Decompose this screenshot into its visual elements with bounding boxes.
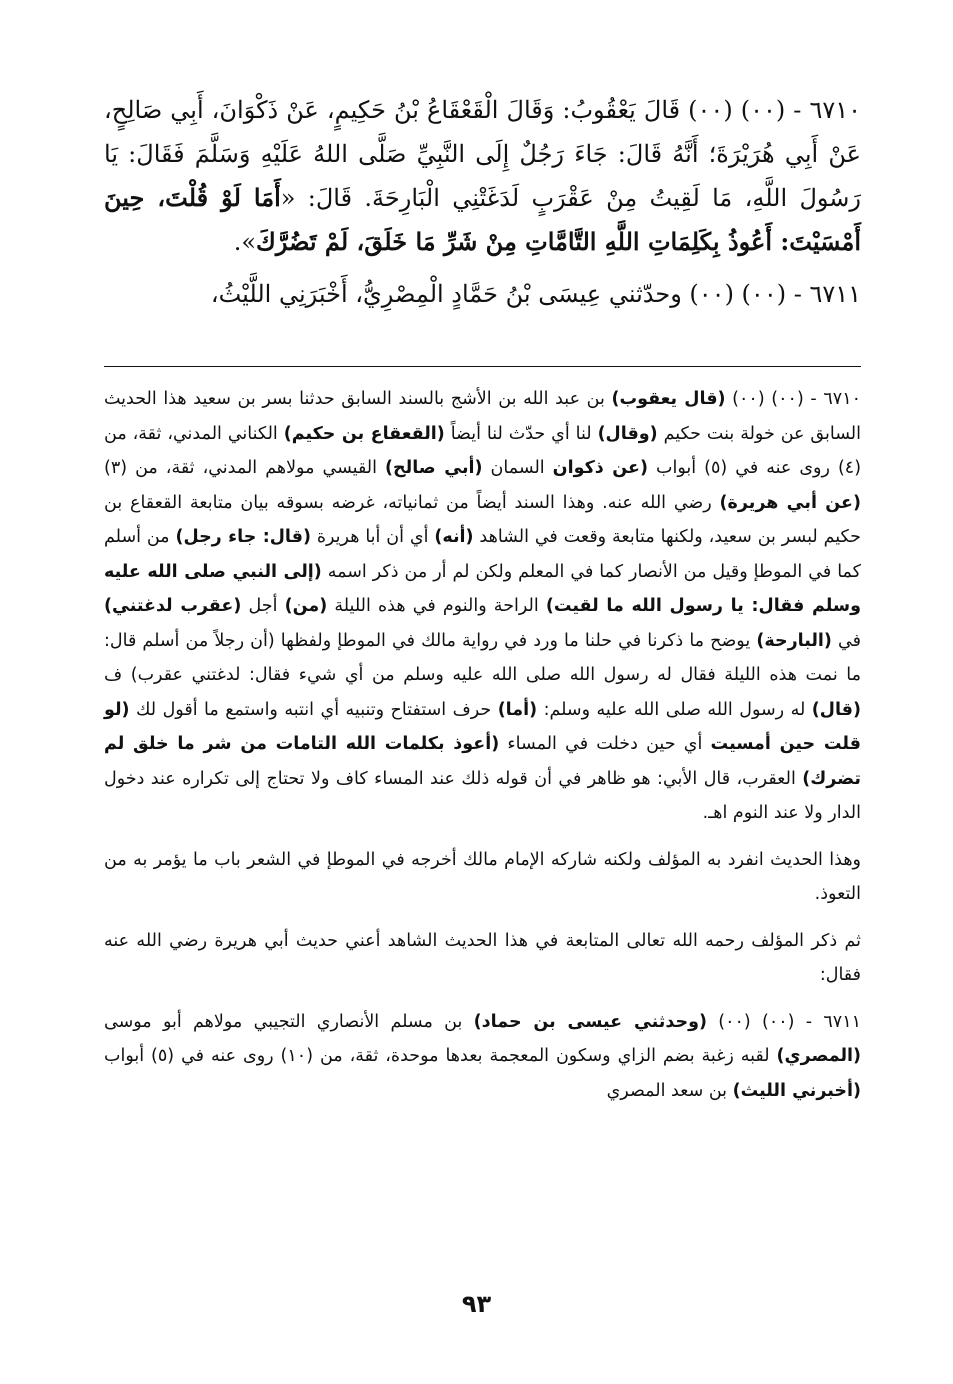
- commentary-quote: (أخبرني الليث): [732, 1080, 861, 1101]
- commentary-quote: (عن أبي هريرة): [719, 492, 861, 513]
- commentary-text: له رسول الله صلى الله عليه وسلم:: [537, 699, 812, 720]
- commentary-quote: (قال: جاء رجل): [175, 527, 311, 547]
- commentary-quote: (المصري): [776, 1046, 862, 1066]
- commentary-text: في: [831, 630, 862, 651]
- hadith-6711: ٦٧١١ - (٠٠) (٠٠) وحدّثني عِيسَى بْنُ حَمَّادٍ الْمِصْرِيُّ، أَخْبَرَنِي اللَّيْثُ،: [210, 280, 861, 308]
- commentary-6710: [104, 382, 861, 831]
- commentary-note-source: وهذا الحديث انفرد به المؤلف ولكنه شاركه الإمام مالك أخرجه في الموطإ في الشعر باب ما يؤمر به من التعوذ.: [104, 849, 861, 904]
- hadith-6710-prophetic-words: أَمَا لَوْ قُلْتَ، حِينَ أَمْسَيْتَ: أَعُوذُ بِكَلِمَاتِ اللَّهِ التَّامَّاتِ مِنْ شَرِّ مَا خَلَقَ، لَمْ تَضُرَّكَ: [104, 183, 861, 256]
- commentary: [104, 382, 861, 1108]
- hadith-text: [104, 88, 861, 316]
- commentary-text: أي حين دخلت في المساء: [499, 734, 711, 754]
- commentary-text: ٦٧١٠ - (٠٠) (٠٠): [725, 389, 862, 409]
- commentary-quote: (القعقاع بن حكيم): [283, 423, 445, 444]
- commentary-text: ٦٧١١ - (٠٠) (٠٠): [706, 1011, 862, 1032]
- footnote-divider: [104, 366, 861, 367]
- commentary-text: أجل: [241, 596, 285, 616]
- commentary-quote: (أما): [497, 699, 538, 720]
- commentary-text: الكناني المدني، ثقة، من (٤) روى عنه في (٥) أبواب: [104, 423, 862, 478]
- commentary-quote: (وقال): [597, 423, 658, 444]
- commentary-text: بن عبد الله بن الأشج بالسند السابق حدثنا بسر بن سعيد هذا الحديث السابق عن خولة بنت حكيم: [104, 389, 862, 444]
- hadith-6710-closing: ».: [233, 228, 257, 256]
- commentary-quote: (عن ذكوان: [552, 458, 648, 478]
- commentary-text: بن مسلم الأنصاري التجيبي مولاهم أبو موسى: [104, 1011, 474, 1032]
- commentary-text: العقرب، قال الأبي: هو ظاهر في أن قوله ذلك عند المساء كاف ولا تحتاج إلى تكراره عند دخول الدار ولا عند النوم اهـ.: [104, 768, 861, 823]
- commentary-text: السمان: [482, 458, 553, 478]
- commentary-text: أي أن أبا هريرة: [310, 527, 435, 547]
- commentary-quote: (من): [284, 596, 328, 616]
- hadith-6710: [104, 88, 861, 264]
- commentary-6711: [104, 1005, 861, 1109]
- commentary-text: يوضح ما ذكرنا في حلنا ما ورد في رواية مالك في الموطإ ولفظها (أن رجلاً من أسلم قال: ما نمت هذه الليلة فقال له رسول الله صلى الله عليه وسلم من أي شيء فقال: لدغتني عقرب) ف: [104, 630, 861, 685]
- commentary-text: من أسلم كما في الموطإ وقيل من الأنصار كما في المعلم ولكن لم أر من ذكر اسمه: [104, 527, 861, 582]
- commentary-text: لنا أي حدّث لنا أيضاً: [444, 423, 598, 444]
- commentary-quote: (عقرب لدغتني): [104, 596, 242, 616]
- commentary-text: الراحة والنوم في هذه الليلة: [327, 596, 546, 616]
- commentary-quote: (البارحة): [756, 630, 832, 651]
- commentary-text: رضي الله عنه. وهذا السند أيضاً من ثمانياته، غرضه بسوقه بيان متابعة القعقاع بن حكيم لبسر بن سعيد، ولكنها متابعة وقعت في الشاهد: [104, 492, 861, 547]
- page-number: ٩٣: [461, 1290, 492, 1318]
- commentary-quote: (أبي صالح): [385, 458, 483, 478]
- commentary-quote: (أعوذ بكلمات الله التامات من شر ما خلق لم تضرك): [104, 734, 861, 789]
- commentary-quote: (قال يعقوب): [611, 389, 726, 409]
- commentary-quote: (وحدثني عيسى بن حماد): [473, 1011, 707, 1032]
- commentary-quote: (لو قلت حين أمسيت: [104, 699, 861, 754]
- commentary-text: القيسي مولاهم المدني، ثقة، من (٣): [104, 458, 386, 478]
- commentary-quote: (إلى النبي صلى الله عليه وسلم فقال: يا رسول الله ما لقيت): [104, 561, 861, 616]
- commentary-quote: (أنه): [434, 527, 474, 547]
- commentary-transition: ثم ذكر المؤلف رحمه الله تعالى المتابعة في هذا الحديث الشاهد أعني حديث أبي هريرة رضي الله عنه فقال:: [104, 930, 861, 985]
- commentary-text: بن سعد المصري: [606, 1080, 733, 1101]
- commentary-text: لقبه زغبة بضم الزاي وسكون المعجمة بعدها موحدة، ثقة، من (١٠) روى عنه في (٥) أبواب: [104, 1046, 777, 1066]
- hadith-6710-chain: ٦٧١٠ - (٠٠) (٠٠) قَالَ يَعْقُوبُ: وَقَالَ الْقَعْقَاعُ بْنُ حَكِيمٍ، عَنْ ذَكْوَانَ، أَبِي صَالِحٍ، عَنْ أَبِي هُرَيْرَةَ؛ أَنَّهُ قَالَ: جَاءَ رَجُلٌ إِلَى النَّبِيِّ صَلَّى اللهُ عَلَيْهِ وَسَلَّمَ فَقَالَ: يَا رَسُولَ اللَّهِ، مَا لَقِيتُ مِنْ عَقْرَبٍ لَدَغَتْنِي الْبَارِحَةَ. قَالَ: «: [104, 96, 861, 212]
- commentary-text: حرف استفتاح وتنبيه أي انتبه واستمع ما أقول لك: [129, 699, 498, 720]
- commentary-quote: (قال): [811, 699, 861, 720]
